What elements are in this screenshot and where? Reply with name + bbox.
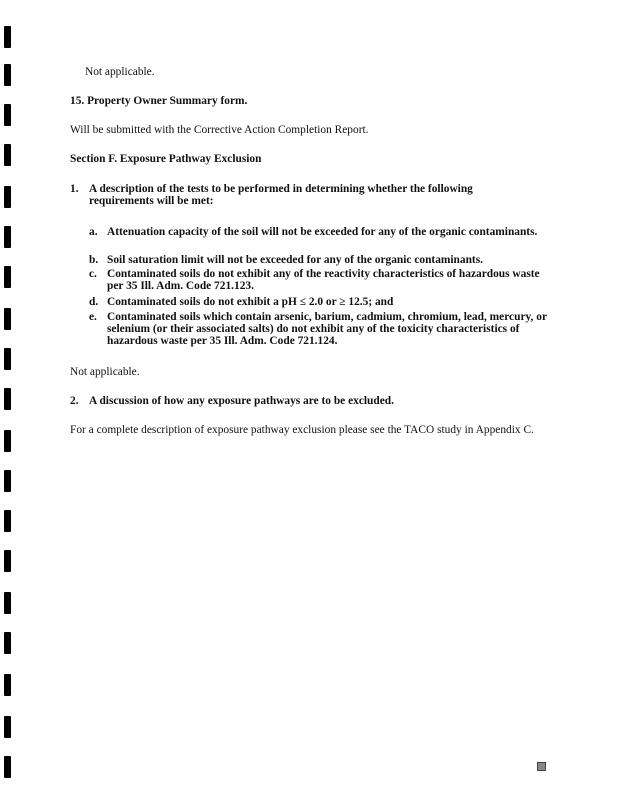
sub-item-letter: a. — [89, 226, 98, 238]
sub-item-text: Contaminated soils which contain arsenic, barium, cadmium, chromium, lead, mercury, or selenium (or their associated salts) do not exhibit any of the toxicity characteristics of hazardous waste per 35 Ill. Adm. Code 721.124. — [107, 311, 547, 347]
sub-item-letter: e. — [89, 311, 97, 323]
sub-item-letter: d. — [89, 296, 99, 308]
not-applicable-text: Not applicable. — [85, 66, 155, 78]
scan-corner-mark — [537, 762, 546, 771]
item-number: 1. — [70, 183, 79, 195]
item-text: A description of the tests to be performed in determining whether the following requirements will be met: — [89, 183, 473, 207]
binder-mark — [4, 674, 11, 696]
not-applicable-text-2: Not applicable. — [70, 366, 140, 378]
binder-mark — [4, 104, 11, 126]
binder-mark — [4, 144, 11, 166]
binder-mark — [4, 430, 11, 452]
property-owner-heading: 15. Property Owner Summary form. — [70, 95, 248, 107]
binder-mark — [4, 388, 11, 410]
binder-mark — [4, 226, 11, 248]
item-number: 2. — [70, 395, 79, 407]
completion-report-text: Will be submitted with the Corrective Action Completion Report. — [70, 124, 369, 136]
binder-mark — [4, 26, 11, 48]
binder-mark — [4, 348, 11, 370]
sub-item-text: Attenuation capacity of the soil will not be exceeded for any of the organic contaminants. — [107, 226, 538, 238]
taco-study-text: For a complete description of exposure pathway exclusion please see the TACO study in Appendix C. — [70, 424, 534, 436]
sub-item-text: Soil saturation limit will not be exceeded for any of the organic contaminants. — [107, 254, 483, 266]
binder-mark — [4, 470, 11, 492]
binder-mark — [4, 64, 11, 86]
binder-mark — [4, 266, 11, 288]
binder-mark — [4, 186, 11, 208]
binder-hole-marks — [0, 0, 14, 800]
binder-mark — [4, 632, 11, 654]
binder-mark — [4, 308, 11, 330]
binder-mark — [4, 716, 11, 738]
binder-mark — [4, 550, 11, 572]
sub-item-letter: c. — [89, 268, 97, 280]
section-f-heading: Section F. Exposure Pathway Exclusion — [70, 153, 262, 165]
binder-mark — [4, 510, 11, 532]
sub-item-text: Contaminated soils do not exhibit any of the reactivity characteristics of hazardous waste per 35 Ill. Adm. Code 721.123. — [107, 268, 540, 292]
binder-mark — [4, 756, 11, 778]
sub-item-letter: b. — [89, 254, 99, 266]
sub-item-text: Contaminated soils do not exhibit a pH ≤ 2.0 or ≥ 12.5; and — [107, 296, 394, 308]
item-text: A discussion of how any exposure pathways are to be excluded. — [89, 395, 394, 407]
binder-mark — [4, 592, 11, 614]
